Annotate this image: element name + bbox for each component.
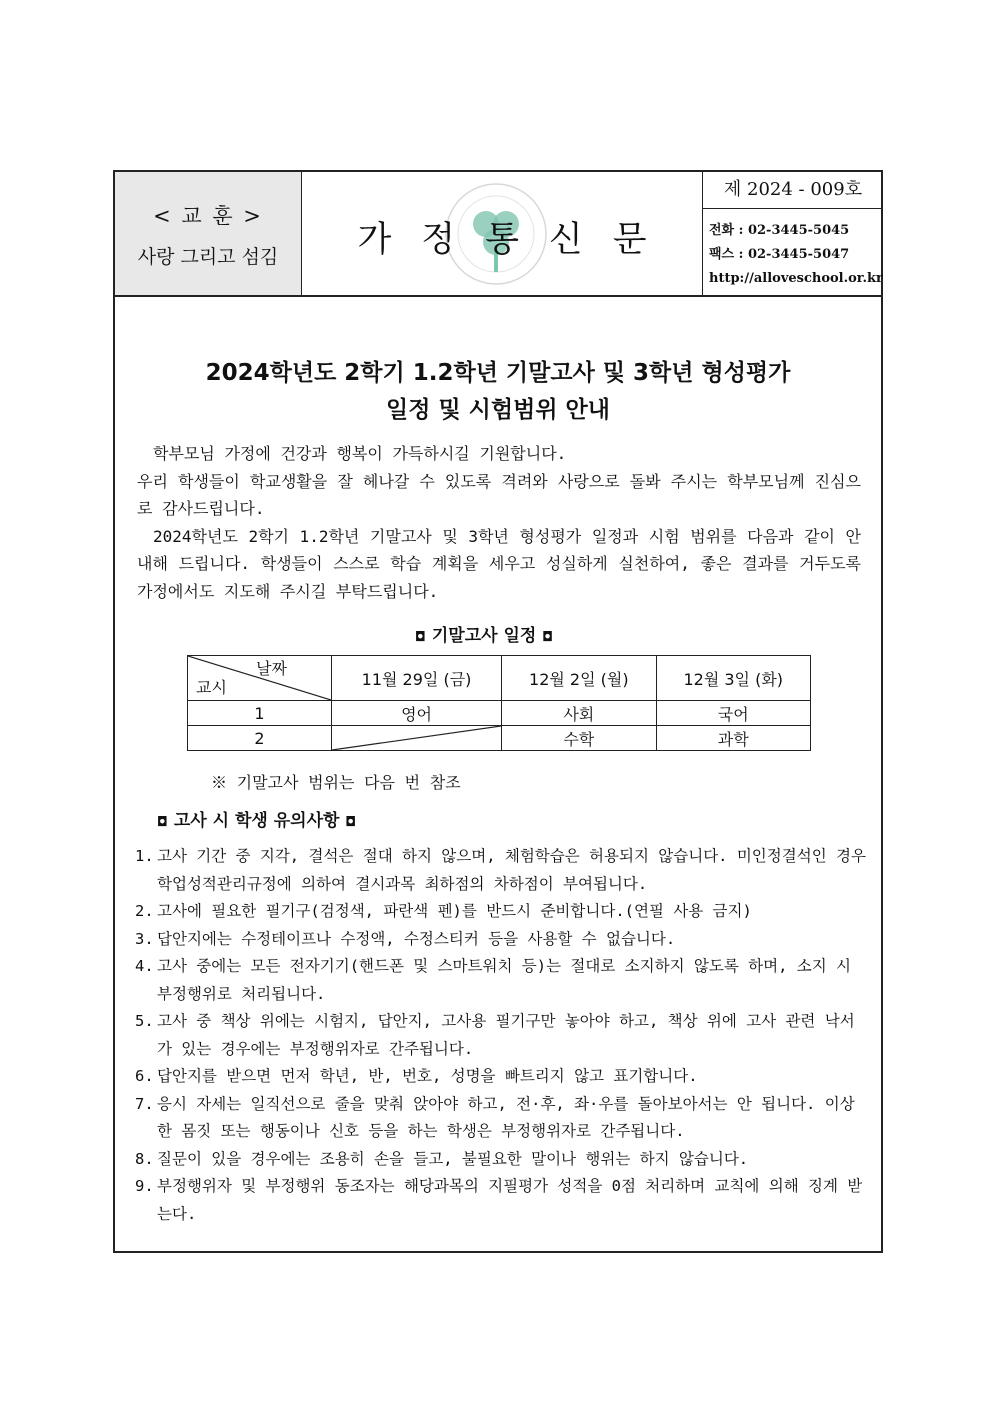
list-item: 5. 고사 중 책상 위에는 시험지, 답안지, 고사용 필기구만 놓아야 하고, 책상 위에 고사 관련 낙서가 있는 경우에는 부정행위자로 간주됩니다. bbox=[135, 1012, 855, 1058]
title-box bbox=[302, 172, 702, 295]
period-cell: 1 bbox=[188, 701, 332, 726]
school-motto-box bbox=[115, 172, 302, 295]
table-row bbox=[188, 726, 811, 751]
title-line-1: 2024학년도 2학기 1.2학년 기말고사 및 3학년 형성평가 bbox=[205, 360, 791, 386]
subject-cell: 국어 bbox=[656, 701, 810, 726]
fax-number: 팩스 : 02-3445-5047 bbox=[709, 247, 850, 262]
bullet-icon: ◘ bbox=[345, 815, 357, 830]
corner-period-label: 교시 bbox=[196, 678, 227, 697]
date-header: 11월 29일 (금) bbox=[332, 656, 502, 701]
title-line-2: 일정 및 시험범위 안내 bbox=[386, 397, 610, 423]
date-header: 12월 2일 (월) bbox=[502, 656, 656, 701]
intro-paragraph: 학부모님 가정에 건강과 행복이 가득하시길 기원합니다. bbox=[153, 444, 567, 463]
subject-cell: 영어 bbox=[332, 701, 502, 726]
motto-text: 사랑 그리고 섬김 bbox=[137, 246, 279, 268]
rules-heading-text: 고사 시 학생 유의사항 bbox=[173, 811, 340, 831]
motto-title: < 교 훈 > bbox=[153, 204, 263, 228]
corner-cell bbox=[188, 656, 332, 701]
empty-subject-cell bbox=[332, 726, 502, 751]
bullet-icon: ◘ bbox=[157, 815, 168, 830]
notice-frame bbox=[113, 170, 883, 1253]
bullet-icon: ◘ bbox=[415, 630, 426, 645]
schedule-heading-text: 기말고사 일정 bbox=[431, 626, 537, 646]
newsletter-title: 가정통신문 bbox=[357, 220, 677, 260]
table-row bbox=[188, 701, 811, 726]
subject-cell: 사회 bbox=[502, 701, 656, 726]
list-item: 7. 응시 자세는 일직선으로 줄을 맞춰 앉아야 하고, 전·후, 좌·우를 돌아보아서는 안 됩니다. 이상한 몸짓 또는 행동이나 신호 등을 하는 학생은 부정행위자로 간주됩니다. bbox=[135, 1094, 855, 1140]
contact-info bbox=[703, 209, 883, 291]
list-item: 4. 고사 중에는 모든 전자기기(핸드폰 및 스마트워치 등)는 절대로 소지하지 않도록 하며, 소지 시 부정행위로 처리됩니다. bbox=[135, 957, 851, 1003]
subject-cell: 수학 bbox=[502, 726, 656, 751]
table-header-row bbox=[188, 656, 811, 701]
issue-number: 제 2024 - 009호 bbox=[703, 172, 883, 209]
issue-info bbox=[702, 172, 883, 295]
rules-heading bbox=[157, 806, 356, 831]
period-cell: 2 bbox=[188, 726, 332, 751]
subject-cell: 과학 bbox=[656, 726, 810, 751]
range-note: ※ 기말고사 범위는 다음 번 참조 bbox=[211, 773, 461, 792]
bullet-icon: ◘ bbox=[542, 630, 554, 645]
school-url: http://alloveschool.or.kr bbox=[709, 271, 883, 286]
exam-schedule-table bbox=[187, 655, 811, 751]
document-title bbox=[115, 355, 881, 429]
date-header: 12월 3일 (화) bbox=[656, 656, 810, 701]
list-item: 6. 답안지를 받으면 먼저 학년, 반, 번호, 성명을 빠트리지 않고 표기합니다. bbox=[135, 1067, 698, 1085]
phone-number: 전화 : 02-3445-5045 bbox=[709, 223, 850, 238]
intro-paragraph: 우리 학생들이 학교생활을 잘 헤나갈 수 있도록 격려와 사랑으로 돌봐 주시는 학부모님께 진심으로 감사드립니다. bbox=[137, 471, 861, 518]
masthead bbox=[115, 172, 881, 297]
schedule-heading bbox=[415, 621, 553, 646]
list-item: 3. 답안지에는 수정테이프나 수정액, 수정스티커 등을 사용할 수 없습니다. bbox=[135, 929, 676, 948]
diagonal-line bbox=[332, 726, 501, 750]
intro-text bbox=[137, 440, 861, 605]
intro-paragraph: 2024학년도 2학기 1.2학년 기말고사 및 3학년 형성평가 일정과 시험 범위를 다음과 같이 안내해 드립니다. 학생들이 스스로 학습 계획을 세우고 성실하게 실천하여, 좋은 결과를 거두도록 가정에서도 지도해 주시길 부탁드립니다. bbox=[137, 526, 861, 601]
corner-date-label: 날짜 bbox=[256, 659, 287, 678]
list-item: 1. 고사 기간 중 지각, 결석은 절대 하지 않으며, 체험학습은 허용되지 않습니다. 미인정결석인 경우 학업성적관리규정에 의하여 결시과목 최하점의 차하점이 부여됩니다. bbox=[135, 847, 866, 893]
list-item: 9. 부정행위자 및 부정행위 동조자는 해당과목의 지필평가 성적을 0점 처리하며 교칙에 의해 징계 받는다. bbox=[135, 1177, 863, 1223]
list-item: 8. 질문이 있을 경우에는 조용히 손을 들고, 불필요한 말이나 행위는 하지 않습니다. bbox=[135, 1149, 749, 1168]
list-item: 2. 고사에 필요한 필기구(검정색, 파란색 펜)를 반드시 준비합니다.(연필 사용 금지) bbox=[135, 902, 752, 920]
rules-list bbox=[135, 843, 867, 1228]
